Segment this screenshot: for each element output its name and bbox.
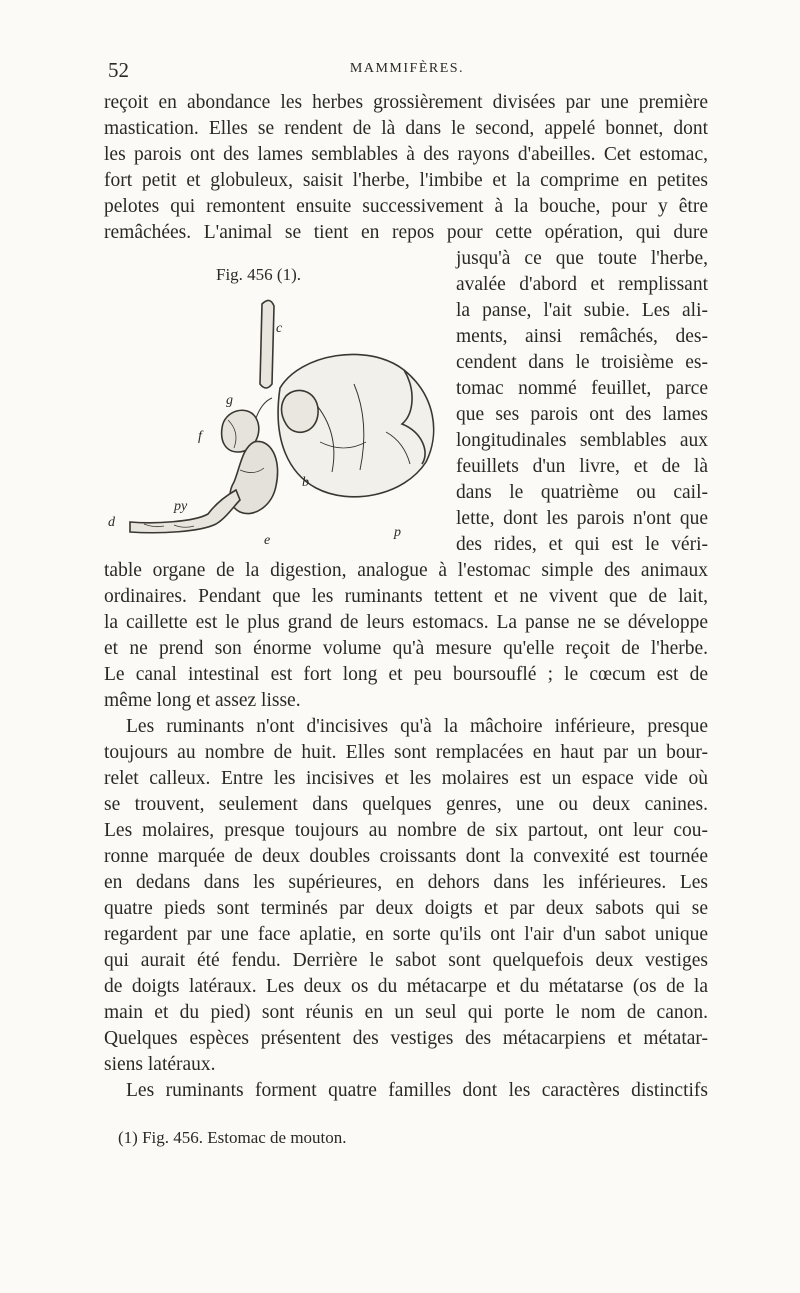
text-line: et ne prend son énorme volume qu'à mesure qu'elle reçoit de l'herbe. bbox=[104, 638, 708, 659]
text-line: fort petit et globuleux, saisit l'herbe, l'imbibe et la comprime en petites bbox=[104, 170, 708, 191]
page-header bbox=[108, 58, 706, 88]
label-f: f bbox=[198, 429, 202, 444]
label-g: g bbox=[226, 393, 233, 408]
text-line: la caillette est le plus grand de leurs estomacs. La panse ne se développe bbox=[104, 612, 708, 633]
text-line: que ses parois ont des lames bbox=[456, 404, 708, 425]
label-e: e bbox=[264, 533, 271, 548]
text-line: longitudinales semblables aux bbox=[456, 430, 708, 451]
text-line: les parois ont des lames semblables à des rayons d'abeilles. Cet estomac, bbox=[104, 144, 708, 165]
text-line: toujours au nombre de huit. Elles sont remplacées en haut par un bour- bbox=[104, 742, 708, 763]
text-line: pelotes qui remontent ensuite successivement à la bouche, pour y être bbox=[104, 196, 708, 217]
text-line: qui aurait été fendu. Derrière le sabot sont quelquefois deux vestiges bbox=[104, 950, 708, 971]
page-number: 52 bbox=[108, 58, 129, 82]
text-line: relet calleux. Entre les incisives et les molaires est un espace vide où bbox=[104, 768, 708, 789]
label-py: py bbox=[174, 499, 188, 514]
text-line: mastication. Elles se rendent de là dans le second, appelé bonnet, dont bbox=[104, 118, 708, 139]
text-line: Les molaires, presque toujours au nombre de six partout, ont leur cou- bbox=[104, 820, 708, 841]
figure-caption: Fig. 456 (1). bbox=[216, 265, 301, 284]
text-line: ronne marquée de deux doubles croissants dont la convexité est tournée bbox=[104, 846, 708, 867]
text-line: Le canal intestinal est fort long et peu boursouflé ; le cœcum est de bbox=[104, 664, 708, 685]
footnote: (1) Fig. 456. Estomac de mouton. bbox=[118, 1128, 347, 1147]
text-line: quatre pieds sont terminés par deux doigts et par deux sabots qui se bbox=[104, 898, 708, 919]
label-d: d bbox=[108, 515, 115, 530]
text-line: en dedans dans les supérieures, en dehors dans les inférieures. Les bbox=[104, 872, 708, 893]
running-title: MAMMIFÈRES. bbox=[349, 61, 465, 76]
text-line: ordinaires. Pendant que les ruminants tettent et ne vivent que de lait, bbox=[104, 586, 708, 607]
text-line: Les ruminants forment quatre familles dont les caractères distinctifs bbox=[126, 1080, 708, 1101]
text-line: feuillets d'un livre, et de là bbox=[456, 456, 708, 477]
text-line: tomac nommé feuillet, parce bbox=[456, 378, 708, 399]
text-line: Quelques espèces présentent des vestiges des métacarpiens et métatar- bbox=[104, 1028, 708, 1049]
text-line: même long et assez lisse. bbox=[104, 690, 301, 711]
text-line: des rides, et qui est le véri- bbox=[456, 534, 708, 555]
text-line: la panse, l'ait subie. Les ali- bbox=[456, 300, 708, 321]
text-line: main et du pied) sont réunis en un seul qui porte le nom de canon. bbox=[104, 1002, 708, 1023]
text-line: se trouvent, seulement dans quelques genres, une ou deux canines. bbox=[104, 794, 708, 815]
text-line: regardent par une face aplatie, en sorte qu'ils ont l'air d'un sabot unique bbox=[104, 924, 708, 945]
oesophagus bbox=[260, 300, 274, 388]
label-c: c bbox=[276, 321, 283, 336]
text-line: reçoit en abondance les herbes grossièrement divisées par une première bbox=[104, 92, 708, 113]
text-line: remâchées. L'animal se tient en repos pour cette opération, qui dure bbox=[104, 222, 708, 243]
text-line: ments, ainsi remâchés, des- bbox=[456, 326, 708, 347]
text-line: cendent dans le troisième es- bbox=[456, 352, 708, 373]
label-p: p bbox=[394, 525, 401, 540]
text-line: de doigts latéraux. Les deux os du métacarpe et du métatarse (os de la bbox=[104, 976, 708, 997]
stomach-illustration bbox=[104, 292, 452, 552]
text-line: jusqu'à ce que toute l'herbe, bbox=[456, 248, 708, 269]
text-line: table organe de la digestion, analogue à l'estomac simple des animaux bbox=[104, 560, 708, 581]
text-line: avalée d'abord et remplissant bbox=[456, 274, 708, 295]
text-line: lette, dont les parois n'ont que bbox=[456, 508, 708, 529]
text-line: siens latéraux. bbox=[104, 1054, 216, 1075]
reticulum bbox=[282, 390, 319, 432]
label-b: b bbox=[302, 475, 309, 490]
text-line: Les ruminants n'ont d'incisives qu'à la mâchoire inférieure, presque bbox=[126, 716, 708, 737]
text-line: dans le quatrième ou cail- bbox=[456, 482, 708, 503]
